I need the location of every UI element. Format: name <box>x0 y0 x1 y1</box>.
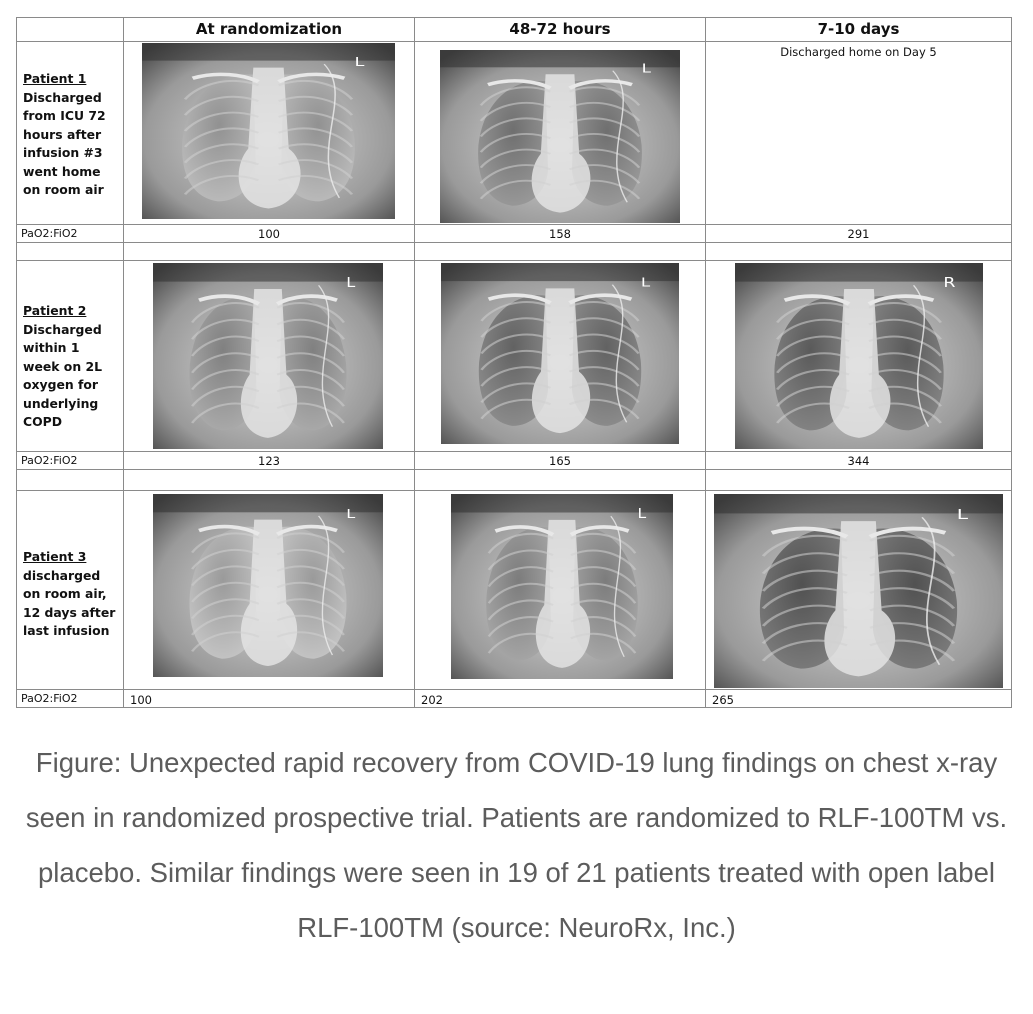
ratio-value: 202 <box>421 693 443 707</box>
patient-3-label <box>23 548 119 641</box>
ratio-label: PaO2:FiO2 <box>21 692 78 705</box>
patient-1-label <box>23 70 119 200</box>
svg-text:L: L <box>346 275 356 291</box>
patient-1-name: Patient 1 <box>23 71 87 86</box>
svg-text:L: L <box>641 61 651 76</box>
ratio-value: 123 <box>258 454 280 468</box>
svg-text:L: L <box>640 275 651 290</box>
svg-text:L: L <box>956 507 969 524</box>
table-divider <box>123 17 124 708</box>
chest-xray-image <box>714 494 1003 688</box>
chest-xray-image <box>153 263 383 449</box>
chest-xray-image <box>451 494 673 679</box>
patient-2-label <box>23 302 119 432</box>
chest-xray-image <box>735 263 983 449</box>
ratio-value: 291 <box>847 227 870 241</box>
table-divider <box>414 17 415 708</box>
chest-xray-image <box>142 43 395 219</box>
table-divider <box>16 41 1012 42</box>
svg-text:L: L <box>346 507 356 522</box>
table-divider <box>16 224 1012 225</box>
table-divider <box>16 260 1012 261</box>
table-divider <box>16 689 1012 690</box>
table-border-right <box>1011 17 1012 708</box>
table-border-bottom <box>16 707 1012 708</box>
table-border-left <box>16 17 17 708</box>
chest-xray-image <box>441 263 679 444</box>
ratio-label: PaO2:FiO2 <box>21 227 78 240</box>
ratio-value: 265 <box>712 693 734 707</box>
svg-text:L: L <box>354 54 365 70</box>
ratio-value: 100 <box>258 227 280 241</box>
table-divider <box>16 490 1012 491</box>
column-header-randomization: At randomization <box>195 20 343 38</box>
ratio-value: 344 <box>847 454 870 468</box>
patient-3-name: Patient 3 <box>23 549 87 564</box>
svg-text:R: R <box>943 275 956 291</box>
svg-text:L: L <box>637 507 647 522</box>
patient-3-description: discharged on room air, 12 days after last infusion <box>23 567 116 638</box>
patient-1-description: Discharged from ICU 72 hours after infusion #3 went home on room air <box>23 89 106 197</box>
chest-xray-image <box>440 50 680 223</box>
ratio-label: PaO2:FiO2 <box>21 454 78 467</box>
column-header-48-72-hours: 48-72 hours <box>509 20 611 38</box>
discharge-note: Discharged home on Day 5 <box>780 45 937 59</box>
chest-xray-image <box>153 494 383 677</box>
table-divider <box>705 17 706 708</box>
ratio-value: 158 <box>549 227 571 241</box>
ratio-value: 165 <box>549 454 571 468</box>
table-divider <box>16 469 1012 470</box>
column-header-7-10-days: 7-10 days <box>817 20 900 38</box>
figure-caption: Figure: Unexpected rapid recovery from COVID-19 lung findings on chest x-ray seen in randomized prospective trial. Patients are randomized to RLF-100TM vs. placebo. Similar findings were seen in 19 of 21 patients treated with open label RLF-100TM (source: NeuroRx, Inc.) <box>25 747 1008 943</box>
ratio-value: 100 <box>130 693 152 707</box>
table-divider <box>16 451 1012 452</box>
patient-2-description: Discharged within 1 week on 2L oxygen for underlying COPD <box>23 321 102 429</box>
patient-2-name: Patient 2 <box>23 303 87 318</box>
table-divider <box>16 242 1012 243</box>
